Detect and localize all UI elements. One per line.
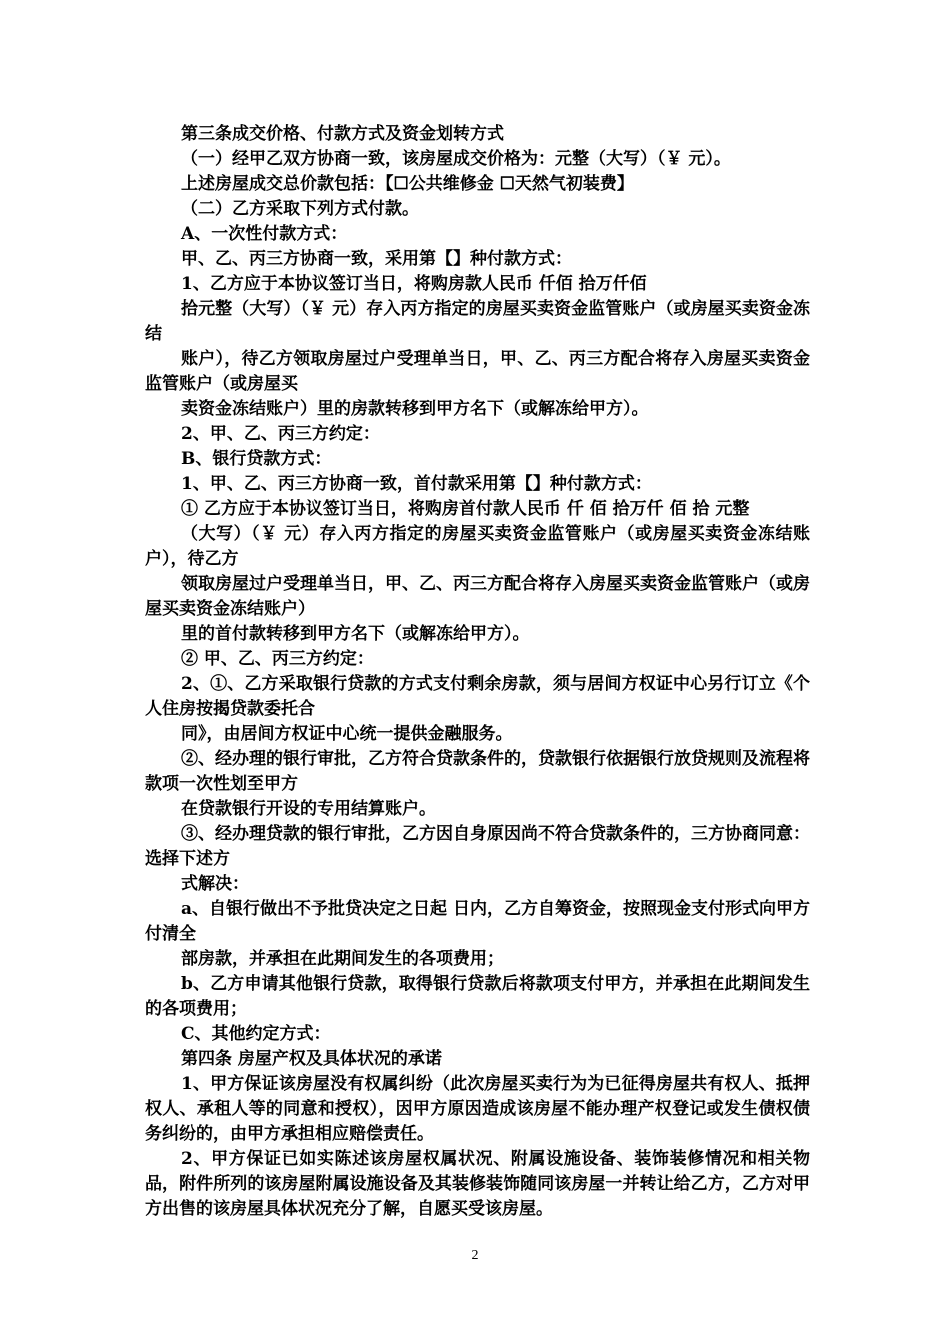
paragraph: 账户），待乙方领取房屋过户受理单当日，甲、乙、丙三方配合将存入房屋买卖资金监管账户（或房屋买 bbox=[145, 349, 810, 394]
paragraph: 1、乙方应于本协议签订当日，将购房款人民币 仟佰 拾万仟佰 bbox=[181, 274, 647, 294]
paragraph: B、银行贷款方式： bbox=[181, 449, 332, 469]
paragraph: 2、甲、乙、丙三方约定： bbox=[181, 424, 380, 444]
paragraph: 2、①、乙方采取银行贷款的方式支付剩余房款，须与居间方权证中心另行订立《个人住房按揭贷款委托合 bbox=[145, 674, 810, 719]
paragraph: 里的首付款转移到甲方名下（或解冻给甲方）。 bbox=[181, 624, 530, 644]
paragraph: ① 乙方应于本协议签订当日，将购房首付款人民币 仟 佰 拾万仟 佰 拾 元整 bbox=[181, 499, 750, 519]
paragraph: 领取房屋过户受理单当日，甲、乙、丙三方配合将存入房屋买卖资金监管账户（或房屋买卖资金冻结账户） bbox=[145, 574, 810, 619]
paragraph: a、自银行做出不予批贷决定之日起 日内，乙方自筹资金，按照现金支付形式向甲方付清全 bbox=[145, 899, 810, 944]
paragraph: 在贷款银行开设的专用结算账户。 bbox=[181, 799, 436, 819]
paragraph: （二）乙方采取下列方式付款。 bbox=[181, 199, 419, 219]
page-number: 2 bbox=[471, 1248, 479, 1263]
document-body bbox=[145, 122, 810, 1222]
paragraph: 同》，由居间方权证中心统一提供金融服务。 bbox=[181, 724, 513, 744]
paragraph: b、乙方申请其他银行贷款，取得银行贷款后将款项支付甲方，并承担在此期间发生的各项费用； bbox=[145, 974, 810, 1019]
paragraph: 部房款，并承担在此期间发生的各项费用； bbox=[181, 949, 504, 969]
paragraph: 上述房屋成交总价款包括：【☐公共维修金 ☐天然气初装费】 bbox=[181, 174, 634, 194]
paragraph: （大写）（￥ 元）存入丙方指定的房屋买卖资金监管账户（或房屋买卖资金冻结账户），待乙方 bbox=[145, 524, 810, 569]
paragraph: ② 甲、乙、丙三方约定： bbox=[181, 649, 374, 669]
paragraph: ②、经办理的银行审批，乙方符合贷款条件的，贷款银行依据银行放贷规则及流程将款项一次性划至甲方 bbox=[145, 749, 810, 794]
paragraph: （一）经甲乙双方协商一致，该房屋成交价格为：元整（大写）（￥ 元）。 bbox=[181, 149, 731, 169]
paragraph: ③、经办理贷款的银行审批，乙方因自身原因尚不符合贷款条件的，三方协商同意：选择下述方 bbox=[145, 824, 810, 869]
section-heading: 第四条 房屋产权及具体状况的承诺 bbox=[181, 1049, 442, 1069]
paragraph: 第三条成交价格、付款方式及资金划转方式 bbox=[181, 124, 504, 144]
paragraph: A、一次性付款方式： bbox=[181, 224, 348, 244]
paragraph: C、其他约定方式： bbox=[181, 1024, 331, 1044]
paragraph: 卖资金冻结账户）里的房款转移到甲方名下（或解冻给甲方）。 bbox=[181, 399, 649, 419]
paragraph: 1、甲方保证该房屋没有权属纠纷（此次房屋买卖行为为已征得房屋共有权人、抵押权人、承租人等的同意和授权），因甲方原因造成该房屋不能办理产权登记或发生债权债务纠纷的，由甲方承担相应赔偿责任。 bbox=[145, 1074, 810, 1144]
paragraph: 1、甲、乙、丙三方协商一致，首付款采用第【】种付款方式： bbox=[181, 474, 652, 494]
paragraph: 甲、乙、丙三方协商一致，采用第【】种付款方式： bbox=[181, 249, 572, 269]
paragraph: 拾元整（大写）（￥ 元）存入丙方指定的房屋买卖资金监管账户（或房屋买卖资金冻结 bbox=[145, 299, 810, 344]
paragraph: 式解决： bbox=[181, 874, 249, 894]
paragraph: 2、甲方保证已如实陈述该房屋权属状况、附属设施设备、装饰装修情况和相关物品，附件所列的该房屋附属设施设备及其装修装饰随同该房屋一并转让给乙方，乙方对甲方出售的该房屋具体状况充分了解，自愿买受该房屋。 bbox=[145, 1149, 810, 1219]
